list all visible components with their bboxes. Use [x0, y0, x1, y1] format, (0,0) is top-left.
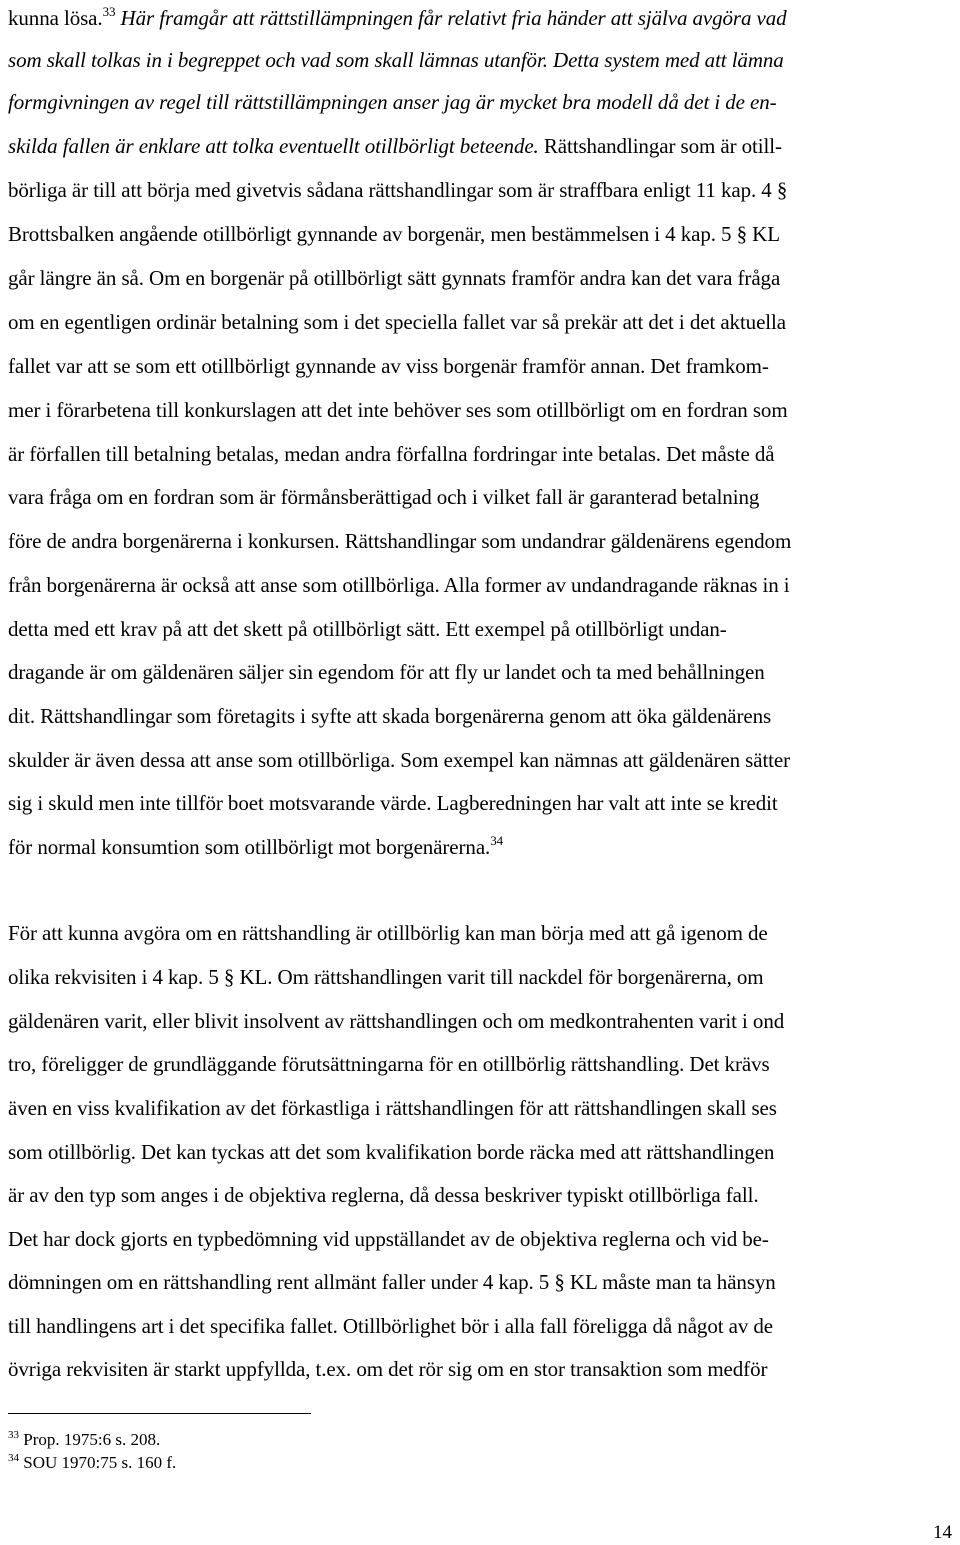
text-line: är av den typ som anges i de objektiva reglerna, då dessa beskriver typiskt otillbörliga fall. — [8, 1183, 759, 1207]
text-run: vara fråga om en fordran som är förmånsberättigad och i vilket fall är garanterad betalning — [8, 485, 760, 509]
text-line — [8, 572, 790, 598]
text-line: övriga rekvisiten är starkt uppfyllda, t.ex. om det rör sig om en stor transaktion som medför — [8, 1357, 768, 1381]
text-run: mer i förarbetena till konkurslagen att det inte behöver ses som otillbörligt om en fordran som — [8, 398, 788, 422]
text-run: dragande är om gäldenären säljer sin egendom för att fly ur landet och ta med behållningen — [8, 660, 765, 684]
footnote-text: Prop. 1975:6 s. 208. — [23, 1430, 161, 1449]
text-run: för normal konsumtion som otillbörligt mot borgenärerna. — [8, 835, 491, 859]
text-line — [8, 703, 771, 729]
text-line — [8, 309, 786, 335]
text-run: från borgenärerna är också att anse som otillbörliga. Alla former av undandragande räknas in i — [8, 573, 790, 597]
text-line — [8, 616, 727, 642]
text-line — [8, 659, 765, 685]
text-line: även en viss kvalifikation av det förkastliga i rättshandlingen för att rättshandlingen skall ses — [8, 1096, 777, 1120]
text-run: kunna lösa. — [8, 6, 103, 30]
text-line — [8, 528, 791, 554]
footnote — [8, 1429, 160, 1451]
text-run: om en egentligen ordinär betalning som i det speciella fallet var så prekär att det i det aktuella — [8, 310, 786, 334]
text-line — [8, 5, 787, 31]
text-line — [8, 353, 769, 379]
text-run: skilda fallen är enklare att tolka eventuellt otillbörligt beteende. — [8, 134, 539, 158]
text-run: Här framgår att rättstillämpningen får relativt fria händer att själva avgöra vad — [115, 6, 787, 30]
footnote-divider — [8, 1413, 311, 1414]
text-line — [8, 790, 778, 816]
text-run: Brottsbalken angående otillbörligt gynnande av borgenär, men bestämmelsen i 4 kap. 5 § KL — [8, 222, 780, 246]
text-line: olika rekvisiten i 4 kap. 5 § KL. Om rättshandlingen varit till nackdel för borgenärerna, om — [8, 965, 764, 989]
text-line: gäldenären varit, eller blivit insolvent av rättshandlingen och om medkontrahenten varit i ond — [8, 1009, 785, 1033]
text-line — [8, 177, 787, 203]
text-run: formgivningen av regel till rättstillämpningen anser jag är mycket bra modell då det i de en- — [8, 90, 777, 114]
text-line: Det har dock gjorts en typbedömning vid uppställandet av de objektiva reglerna och vid be- — [8, 1227, 769, 1251]
footnote-number: 34 — [8, 1452, 19, 1464]
text-line: För att kunna avgöra om en rättshandling är otillbörlig kan man börja med att gå igenom de — [8, 921, 768, 945]
text-line — [8, 747, 790, 773]
text-line — [8, 441, 775, 467]
text-line — [8, 834, 503, 860]
text-line: som otillbörlig. Det kan tyckas att det som kvalifikation borde räcka med att rättshandlingen — [8, 1140, 775, 1164]
text-line — [8, 221, 780, 247]
text-run: före de andra borgenärerna i konkursen. Rättshandlingar som undandrar gäldenärens egendom — [8, 529, 792, 553]
page-number: 14 — [933, 1522, 952, 1543]
text-line: till handlingens art i det specifika fallet. Otillbörlighet bör i alla fall föreligga då något av de — [8, 1314, 774, 1338]
text-run: skulder är även dessa att anse som otillbörliga. Som exempel kan nämnas att gäldenären sätter — [8, 748, 791, 772]
footnote — [8, 1452, 176, 1474]
text-run: fallet var att se som ett otillbörligt gynnande av viss borgenär framför annan. Det framkom- — [8, 354, 769, 378]
text-run: är förfallen till betalning betalas, medan andra förfallna fordringar inte betalas. Det måste då — [8, 442, 775, 466]
text-run: går längre än så. Om en borgenär på otillbörligt sätt gynnats framför andra kan det vara fråga — [8, 266, 781, 290]
text-line: tro, föreligger de grundläggande förutsättningarna för en otillbörlig rättshandling. Det krävs — [8, 1052, 770, 1076]
text-line — [8, 397, 788, 423]
text-run: sig i skuld men inte tillför boet motsvarande värde. Lagberedningen har valt att inte se kredit — [8, 791, 778, 815]
text-line — [8, 47, 784, 73]
footnote-number: 33 — [8, 1429, 19, 1441]
text-run: dit. Rättshandlingar som företagits i syfte att skada borgenärerna genom att öka gäldenärens — [8, 704, 772, 728]
text-run: börliga är till att börja med givetvis sådana rättshandlingar som är straffbara enligt 11 kap. 4 § — [8, 178, 788, 202]
text-line — [8, 484, 759, 510]
text-line — [8, 89, 777, 115]
text-line — [8, 265, 780, 291]
text-run: Rättshandlingar som är otill- — [538, 134, 782, 158]
footnote-ref-34: 34 — [490, 833, 504, 848]
text-run: som skall tolkas in i begreppet och vad som skall lämnas utanför. Detta system med att lämna — [8, 48, 784, 72]
footnote-text: SOU 1970:75 s. 160 f. — [23, 1453, 177, 1472]
text-line — [8, 133, 782, 159]
text-run: detta med ett krav på att det skett på otillbörligt sätt. Ett exempel på otillbörligt undan- — [8, 617, 727, 641]
footnote-ref-33: 33 — [102, 4, 116, 19]
text-line: dömningen om en rättshandling rent allmänt faller under 4 kap. 5 § KL måste man ta hänsyn — [8, 1270, 776, 1294]
